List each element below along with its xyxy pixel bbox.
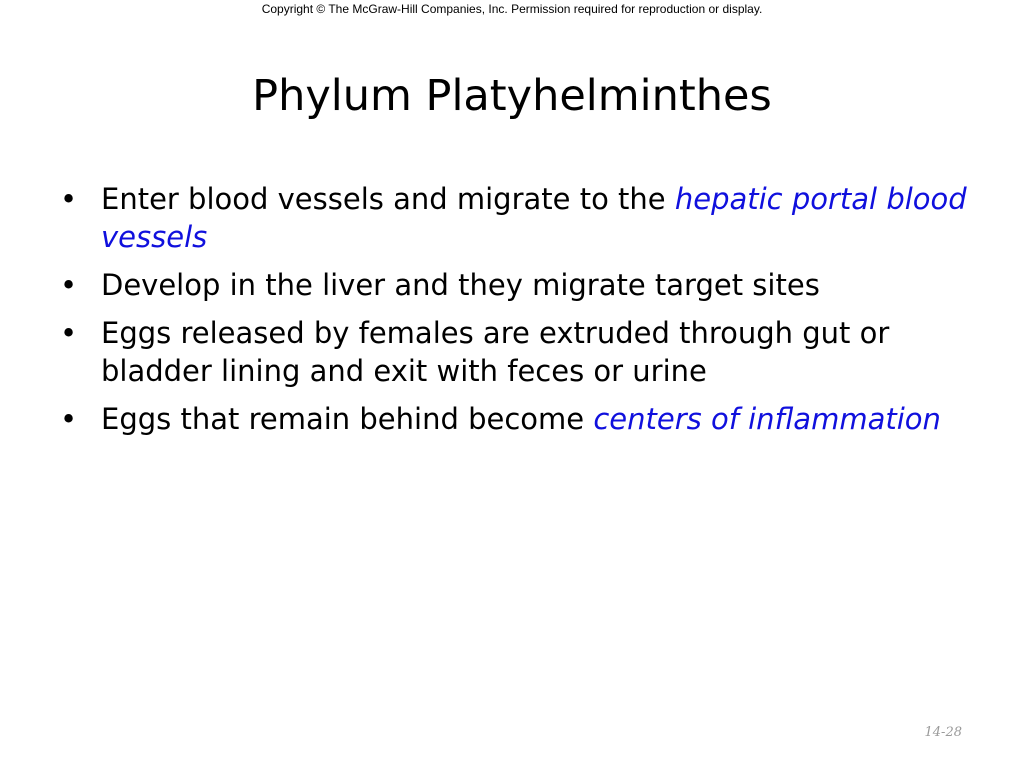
copyright-notice: Copyright © The McGraw-Hill Companies, Inc. Permission required for reproduction or display. (261, 2, 763, 16)
bullet-text: Eggs released by females are extruded through gut or bladder lining and exit with feces or urine (101, 316, 890, 388)
slide-number: 14-28 (924, 725, 962, 740)
bullet-item (58, 266, 978, 304)
bullet-emphasis: hepatic portal blood vessels (101, 182, 967, 254)
slide-title: Phylum Platyhelminthes (252, 71, 772, 121)
bullet-item (58, 400, 978, 438)
bullet-item (58, 314, 978, 390)
bullet-dot-icon: • (60, 316, 78, 350)
bullet-dot-icon: • (60, 402, 78, 436)
bullet-text: Enter blood vessels and migrate to the (101, 182, 675, 216)
bullet-item (58, 180, 978, 256)
bullet-emphasis: centers of inflammation (593, 402, 941, 436)
bullet-text: Eggs that remain behind become (101, 402, 594, 436)
bullet-list (58, 180, 978, 448)
bullet-text: Develop in the liver and they migrate target sites (101, 268, 820, 302)
bullet-dot-icon: • (60, 268, 78, 302)
bullet-dot-icon: • (60, 182, 78, 216)
